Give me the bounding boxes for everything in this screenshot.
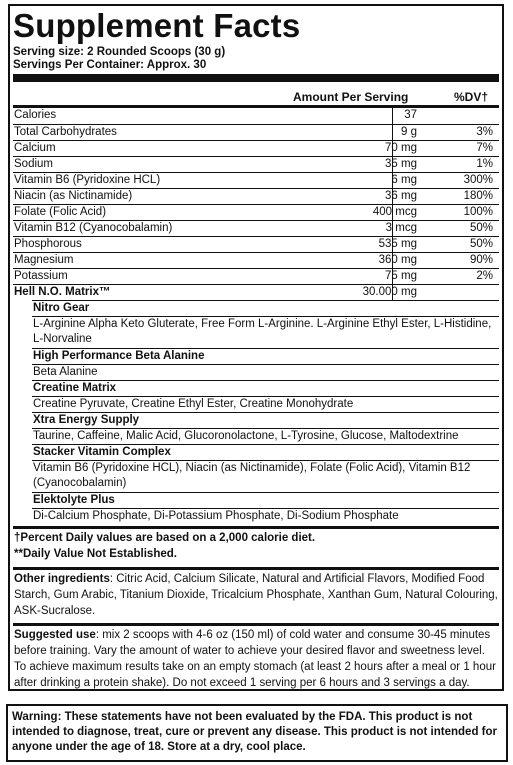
nutrient-row xyxy=(13,140,499,156)
nutrient-amount: 35 mg xyxy=(385,158,417,170)
nutrient-dv: 50% xyxy=(469,222,493,234)
nutrient-row xyxy=(13,236,499,252)
group-ingredients: Creatine Pyruvate, Creatine Ethyl Ester, Creatine Monohydrate xyxy=(32,396,499,412)
nutrient-name: Folate (Folic Acid) xyxy=(14,206,107,218)
group-ingredients: Di-Calcium Phosphate, Di-Potassium Phosphate, Di-Sodium Phosphate xyxy=(32,508,499,524)
nutrient-row xyxy=(13,172,499,188)
servings-per-container: Servings Per Container: Approx. 30 xyxy=(13,59,207,71)
group-ingredients: L-Arginine Alpha Keto Gluterate, Free Form L-Arginine. L-Arginine Ethyl Ester, L-Histidine, L-Norvaline xyxy=(32,316,499,348)
column-separator xyxy=(392,189,393,204)
nutrient-row xyxy=(13,124,499,140)
column-separator xyxy=(392,141,393,156)
dv-column-header: %DV† xyxy=(453,90,488,104)
warning-text: Warning: These statements have not been evaluated by the FDA. This product is not intended to diagnose, treat, cure or prevent any disease. This product is not intended for anyone under the age of 18. Store at a dry, cool place. xyxy=(12,711,497,753)
nutrient-name: Vitamin B6 (Pyridoxine HCL) xyxy=(14,174,161,186)
column-separator xyxy=(392,157,393,172)
group-heading: Elektolyte Plus xyxy=(32,492,499,508)
group-heading: High Performance Beta Alanine xyxy=(32,348,499,364)
nutrient-row xyxy=(13,268,499,284)
not-established-footnote: **Daily Value Not Established. xyxy=(14,548,177,560)
nutrient-dv: 7% xyxy=(476,142,493,154)
nutrient-row xyxy=(13,156,499,172)
matrix-amount: 30.000 mg xyxy=(362,286,417,298)
panel-title: Supplement Facts xyxy=(13,7,301,44)
nutrient-amount: 400 mcg xyxy=(372,206,417,218)
nutrient-row xyxy=(13,220,499,236)
nutrient-dv: 300% xyxy=(463,174,493,186)
column-separator xyxy=(392,108,393,124)
divider-suggested-use xyxy=(13,623,499,626)
matrix-name: Hell N.O. Matrix™ xyxy=(14,286,111,298)
matrix-row xyxy=(13,284,499,300)
column-separator xyxy=(392,205,393,220)
suggested-use-label: Suggested use xyxy=(14,629,96,641)
nutrient-name: Magnesium xyxy=(14,254,74,266)
nutrient-name: Total Carbohydrates xyxy=(14,126,117,138)
nutrient-dv: 180% xyxy=(463,190,493,202)
nutrient-amount: 36 mg xyxy=(385,190,417,202)
column-separator xyxy=(392,269,393,284)
nutrient-dv: 100% xyxy=(463,206,493,218)
other-ingredients xyxy=(14,571,498,619)
other-ingredients-text: : Citric Acid, Calcium Silicate, Natural and Artificial Flavors, Modified Food Starch, Gum Arabic, Titanium Dioxide, Tricalcium Phosphate, Xanthan Gum, Natural Colouring, ASK-Sucralose. xyxy=(14,573,498,617)
group-heading: Stacker Vitamin Complex xyxy=(32,444,499,460)
nutrient-amount: 360 mg xyxy=(378,254,417,266)
nutrient-amount: 535 mg xyxy=(378,238,417,250)
group-heading: Nitro Gear xyxy=(32,300,499,316)
nutrient-row xyxy=(13,108,499,124)
divider-thick xyxy=(13,74,499,82)
suggested-use xyxy=(14,627,498,691)
warning-box xyxy=(6,704,508,762)
column-separator xyxy=(392,237,393,252)
group-heading: Xtra Energy Supply xyxy=(32,412,499,428)
nutrient-amount: 75 mg xyxy=(385,270,417,282)
amount-column-header: Amount Per Serving xyxy=(293,90,409,104)
group-ingredients: Taurine, Caffeine, Malic Acid, Glucoronolactone, L-Tyrosine, Glucose, Maltodextrine xyxy=(32,428,499,444)
other-ingredients-label: Other ingredients xyxy=(14,573,110,585)
serving-info xyxy=(13,46,225,72)
suggested-use-text: : mix 2 scoops with 4-6 oz (150 ml) of cold water and consume 30-45 minutes before training. Vary the amount of water to achieve your desired flavor and sweetness level. To achieve maximum results take on an empty stomach (at least 2 hours after a meal or 1 hour after drinking a protein shake). Do not exceed 1 serving per 6 hours and 3 servings a day. xyxy=(14,629,496,689)
nutrient-amount: 3 mcg xyxy=(385,222,417,234)
divider-ingredients xyxy=(13,567,499,570)
group-heading: Creatine Matrix xyxy=(32,380,499,396)
nutrient-row xyxy=(13,252,499,268)
nutrient-name: Calcium xyxy=(14,142,56,154)
nutrient-name: Calories xyxy=(14,109,57,121)
column-separator xyxy=(392,253,393,268)
group-ingredients: Beta Alanine xyxy=(32,364,499,380)
divider-footnotes xyxy=(13,526,499,529)
nutrient-name: Potassium xyxy=(14,270,68,282)
nutrient-dv: 90% xyxy=(469,254,493,266)
nutrient-amount: 6 mg xyxy=(391,174,417,186)
nutrient-dv: 50% xyxy=(469,238,493,250)
nutrient-amount: 70 mg xyxy=(385,142,417,154)
nutrient-name: Phosphorous xyxy=(14,238,82,250)
column-separator xyxy=(392,173,393,188)
group-ingredients: Vitamin B6 (Pyridoxine HCL), Niacin (as Nictinamide), Folate (Folic Acid), Vitamin B12 (Cyanocobalamin) xyxy=(32,460,499,492)
nutrient-dv: 3% xyxy=(476,126,493,138)
nutrient-name: Vitamin B12 (Cyanocobalamin) xyxy=(14,222,173,234)
column-separator xyxy=(392,125,393,140)
supplement-facts-panel xyxy=(8,4,504,691)
nutrient-row xyxy=(13,204,499,220)
nutrient-row xyxy=(13,188,499,204)
nutrient-amount: 9 g xyxy=(401,126,417,138)
column-separator xyxy=(392,285,393,300)
nutrient-name: Niacin (as Nictinamide) xyxy=(14,190,133,202)
nutrient-name: Sodium xyxy=(14,158,53,170)
nutrient-amount: 37 xyxy=(404,109,417,121)
nutrient-dv: 2% xyxy=(476,270,493,282)
nutrient-dv: 1% xyxy=(476,158,493,170)
serving-size: Serving size: 2 Rounded Scoops (30 g) xyxy=(13,46,226,58)
dv-footnote: †Percent Daily values are based on a 2,000 calorie diet. xyxy=(14,532,316,544)
column-separator xyxy=(392,221,393,236)
